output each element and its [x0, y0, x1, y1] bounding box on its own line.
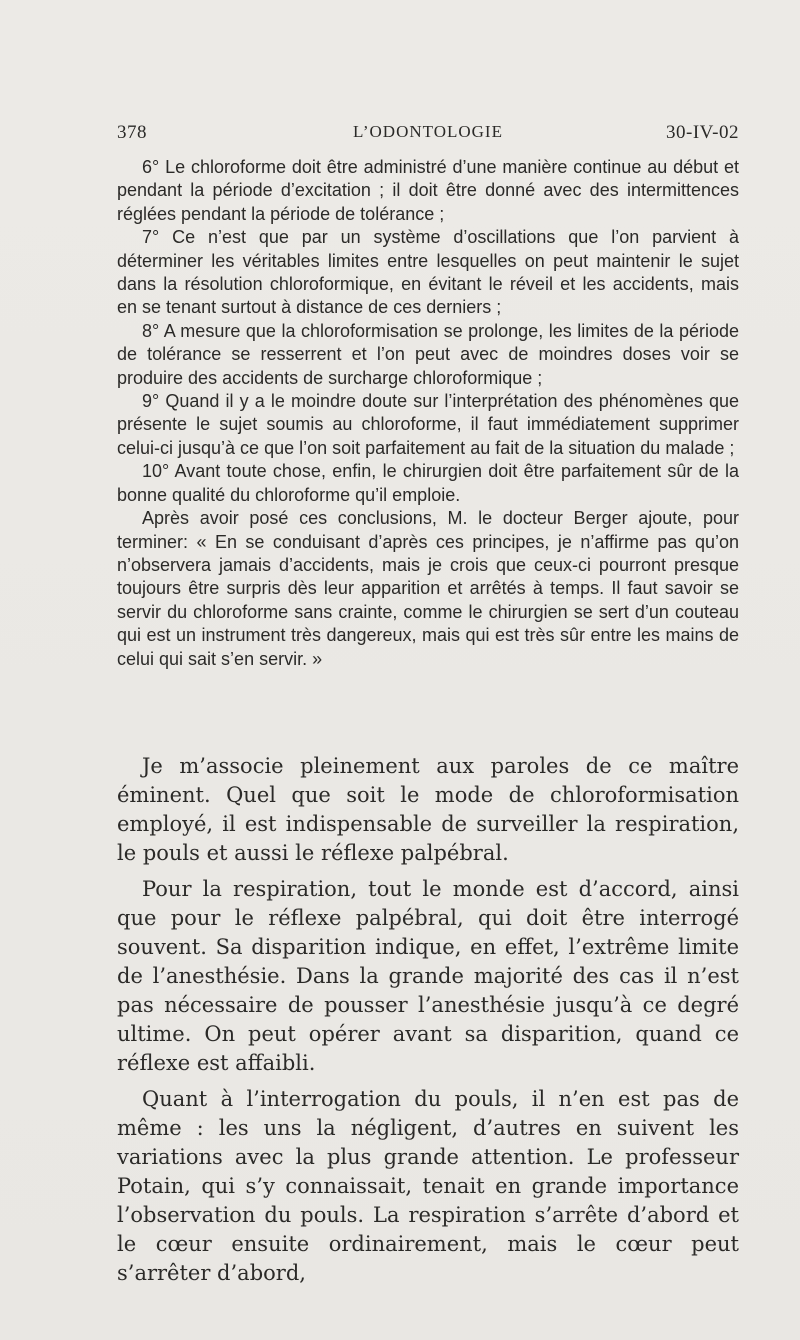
- body-paragraph-2: Pour la respiration, tout le monde est d’accord, ainsi que pour le réflexe palpébral, qui doit être interrogé souvent. Sa disparition indique, en effet, l’extrême limite de l’anesthésie. Dans la grande majorité des cas il n’est pas nécessaire de pousser l’anesthésie jusqu’à ce degré ultime. On peut opérer avant sa disparition, quand ce réflexe est affaibli.: [117, 877, 739, 1075]
- berger-quote: Après avoir posé ces conclusions, M. le docteur Berger ajoute, pour terminer: « En se conduisant d’après ces principes, je n’affirme pas qu’on n’observera jamais d’accidents, mais je crois que ceux-ci pourront presque toujours être surpris dès leur apparition et arrêtés à temps. Il faut savoir se servir du chloroforme sans crainte, comme le chirurgien se sert d’un couteau qui est un instrument très dangereux, mais qui est très sûr entre les mains de celui qui sait s’en servir. »: [117, 508, 739, 669]
- body-text: [117, 752, 739, 1295]
- conclusion-item-8: 8° A mesure que la chloroformisation se prolonge, les limites de la période de tolérance se resserrent et l’on peut avec de moindres doses voir se produire des accidents de surcharge chloroformique ;: [117, 320, 739, 388]
- conclusion-item-6: 6° Le chloroforme doit être administré d’une manière continue au début et pendant la période d’excitation ; il doit être donné avec des intermittences réglées pendant la période de tolérance ;: [117, 157, 739, 224]
- issue-date: 30-IV-02: [666, 122, 739, 143]
- page-number: 378: [117, 122, 147, 143]
- conclusion-item-10: 10° Avant toute chose, enfin, le chirurgien doit être parfaitement sûr de la bonne qualité du chloroforme qu’il emploie.: [117, 461, 739, 505]
- journal-title: L’ODONTOLOGIE: [353, 122, 503, 141]
- running-header: [117, 122, 739, 150]
- body-paragraph-3: Quant à l’interrogation du pouls, il n’en est pas de même : les uns la négligent, d’autres en suivent les variations avec la plus grande attention. Le professeur Potain, qui s’y connaissait, tenait en grande importance l’observation du pouls. La respiration s’arrête d’abord et le cœur ensuite ordinairement, mais le cœur peut s’arrêter d’abord,: [117, 1087, 739, 1285]
- body-paragraph-1: Je m’associe pleinement aux paroles de ce maître éminent. Quel que soit le mode de chloroformisation employé, il est indispensable de surveiller la respiration, le pouls et aussi le réflexe palpébral.: [117, 754, 739, 865]
- conclusion-item-7: 7° Ce n’est que par un système d’oscillations que l’on parvient à déterminer les véritables limites entre lesquelles on peut maintenir le sujet dans la résolution chloroformique, en évitant le réveil et les accidents, mais en se tenant surtout à distance de ces derniers ;: [117, 227, 739, 318]
- conclusion-item-9: 9° Quand il y a le moindre doute sur l’interprétation des phénomènes que présente le sujet soumis au chloroforme, il faut immédiatement supprimer celui-ci jusqu’à ce que l’on soit parfaitement au fait de la situation du malade ;: [117, 391, 739, 458]
- conclusions-list: [117, 156, 739, 671]
